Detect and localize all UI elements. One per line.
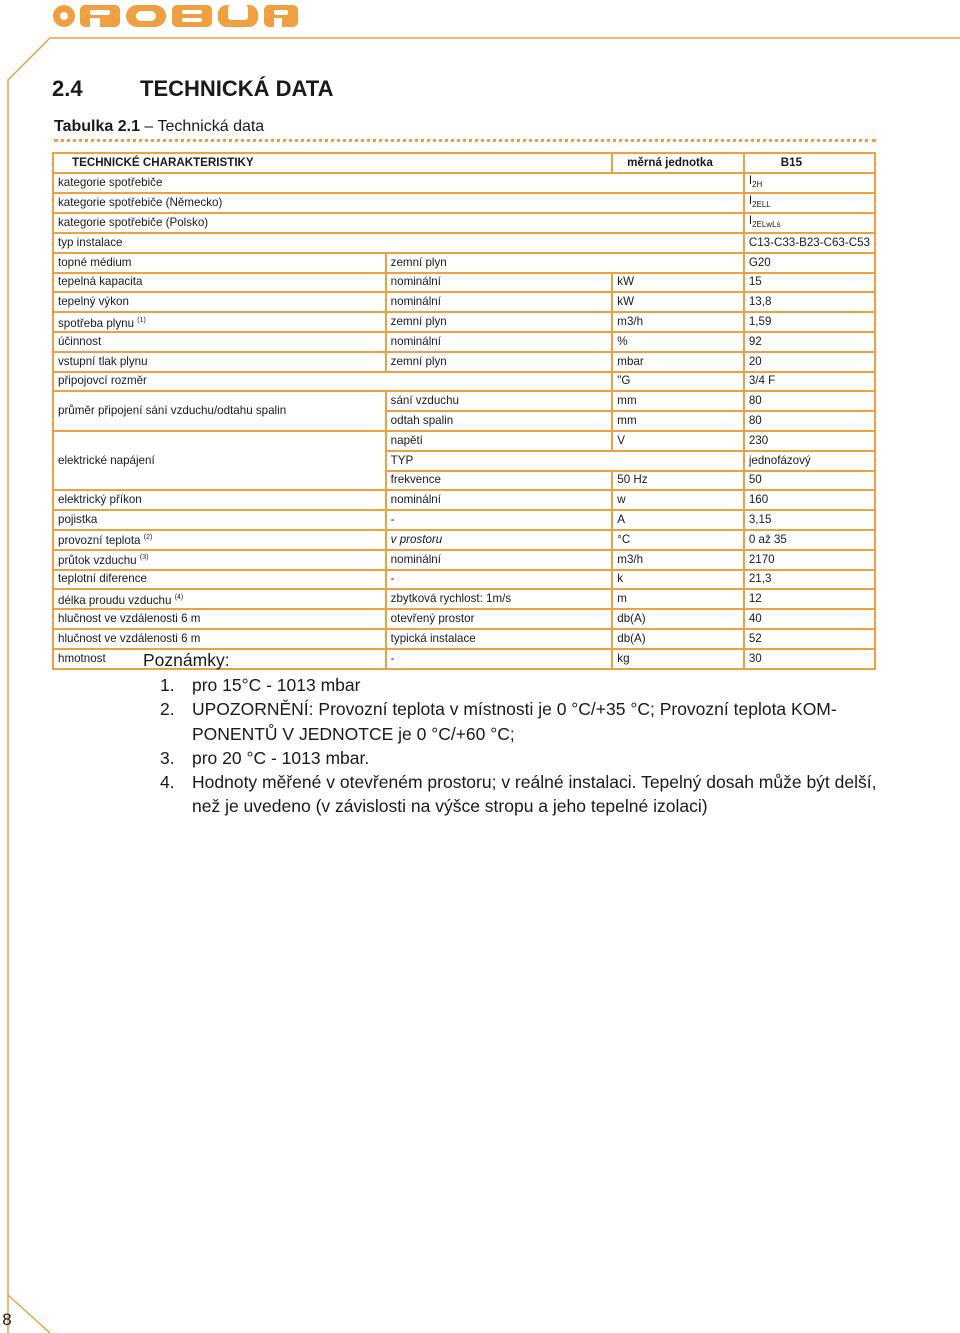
row-detail: odtah spalin bbox=[386, 411, 613, 431]
row-label: průtok vzduchu $^{(3)}$ bbox=[53, 550, 386, 570]
row-label: tepelná kapacita bbox=[53, 273, 386, 293]
table-row bbox=[53, 609, 875, 629]
row-label: vstupní tlak plynu bbox=[53, 352, 386, 372]
row-unit: mbar bbox=[612, 352, 744, 372]
row-detail: - bbox=[386, 570, 613, 590]
row-value: 3/4 F bbox=[744, 372, 875, 392]
row-label: délka proudu vzduchu $^{(4)}$ bbox=[53, 589, 386, 609]
table-row bbox=[53, 253, 875, 273]
row-unit: kW bbox=[612, 292, 744, 312]
row-unit: V bbox=[612, 431, 744, 451]
row-unit: mm bbox=[612, 411, 744, 431]
row-label: teplotní diference bbox=[53, 570, 386, 590]
row-value: 80 bbox=[744, 411, 875, 431]
table-header-row bbox=[53, 153, 875, 173]
row-label: připojovcí rozměr bbox=[53, 372, 612, 392]
row-detail: nominální bbox=[386, 490, 613, 510]
row-value: 3,15 bbox=[744, 510, 875, 530]
row-value: 52 bbox=[744, 629, 875, 649]
section-title-text: TECHNICKÁ DATA bbox=[140, 76, 334, 101]
note-item: 2. UPOZORNĚNÍ: Provozní teplota v místnosti je 0 °C/+35 °C; Provozní teplota KOM-PONENTŮ V JEDNOTCE je 0 °C/+60 °C; bbox=[160, 699, 837, 744]
row-value: 160 bbox=[744, 490, 875, 510]
table-row bbox=[53, 629, 875, 649]
row-detail: nominální bbox=[386, 273, 613, 293]
row-value: 230 bbox=[744, 431, 875, 451]
technical-data-table bbox=[52, 152, 876, 670]
section-number: 2.4 bbox=[52, 76, 83, 101]
row-label: kategorie spotřebiče (Německo) bbox=[53, 193, 744, 213]
row-detail: zbytková rychlost: 1m/s bbox=[386, 589, 613, 609]
row-value: 21,3 bbox=[744, 570, 875, 590]
table-row bbox=[53, 490, 875, 510]
row-detail: zemní plyn bbox=[386, 352, 613, 372]
row-label: hlučnost ve vzdálenosti 6 m bbox=[53, 629, 386, 649]
notes-list bbox=[143, 673, 903, 818]
row-detail: nominální bbox=[386, 550, 613, 570]
row-detail: frekvence bbox=[386, 471, 613, 491]
row-value: G20 bbox=[744, 253, 875, 273]
section-title bbox=[52, 76, 334, 102]
row-label: hlučnost ve vzdálenosti 6 m bbox=[53, 609, 386, 629]
row-label: topné médium bbox=[53, 253, 386, 273]
table-row bbox=[53, 510, 875, 530]
row-value: 20 bbox=[744, 352, 875, 372]
table-row bbox=[53, 589, 875, 609]
robur-logo bbox=[52, 2, 302, 30]
row-unit: % bbox=[612, 332, 744, 352]
row-unit: w bbox=[612, 490, 744, 510]
table-row bbox=[53, 372, 875, 392]
row-value: $I_{2ELL}$ bbox=[744, 193, 875, 213]
table-row bbox=[53, 173, 875, 193]
row-unit: k bbox=[612, 570, 744, 590]
table-row bbox=[53, 530, 875, 550]
row-unit: db(A) bbox=[612, 629, 744, 649]
row-detail: - bbox=[386, 649, 613, 669]
row-unit: m bbox=[612, 589, 744, 609]
row-value: jednofázový bbox=[744, 451, 875, 471]
table-row bbox=[53, 213, 875, 233]
header-characteristics: TECHNICKÉ CHARAKTERISTIKY bbox=[53, 153, 612, 173]
row-label: účinnost bbox=[53, 332, 386, 352]
note-item: 4. Hodnoty měřené v otevřeném prostoru; v reálné instalaci. Tepelný dosah může být delší, než je uvedeno (v závislosti na výšce stropu a jeho tepelné izolaci) bbox=[160, 772, 877, 817]
table-row bbox=[53, 550, 875, 570]
row-detail: nominální bbox=[386, 332, 613, 352]
row-value: 92 bbox=[744, 332, 875, 352]
row-unit: A bbox=[612, 510, 744, 530]
row-value: $I_{2ELwLs}$ bbox=[744, 213, 875, 233]
row-value: 50 bbox=[744, 471, 875, 491]
row-detail: zemní plyn bbox=[386, 253, 744, 273]
table-row bbox=[53, 431, 875, 451]
row-unit: °C bbox=[612, 530, 744, 550]
row-unit: db(A) bbox=[612, 609, 744, 629]
row-unit: m3/h bbox=[612, 550, 744, 570]
row-value: 1,59 bbox=[744, 312, 875, 332]
table-row bbox=[53, 273, 875, 293]
row-label: spotřeba plynu $^{(1)}$ bbox=[53, 312, 386, 332]
row-label: typ instalace bbox=[53, 233, 744, 253]
row-value: 30 bbox=[744, 649, 875, 669]
page-number: 8 bbox=[2, 1310, 12, 1329]
row-label: tepelný výkon bbox=[53, 292, 386, 312]
row-detail: - bbox=[386, 510, 613, 530]
table-row bbox=[53, 312, 875, 332]
table-caption-text: – Technická data bbox=[139, 118, 265, 135]
row-value: C13-C33-B23-C63-C53 bbox=[744, 233, 875, 253]
row-value: 2170 bbox=[744, 550, 875, 570]
table-row bbox=[53, 352, 875, 372]
header-unit: měrná jednotka bbox=[612, 153, 744, 173]
row-value: 15 bbox=[744, 273, 875, 293]
row-value: 13,8 bbox=[744, 292, 875, 312]
row-label: provozní teplota $^{(2)}$ bbox=[53, 530, 386, 550]
table-row bbox=[53, 391, 875, 411]
row-label: pojistka bbox=[53, 510, 386, 530]
row-label: elektrické napájení bbox=[53, 431, 386, 490]
row-detail: v prostoru bbox=[386, 530, 613, 550]
table-row bbox=[53, 332, 875, 352]
row-unit: 50 Hz bbox=[612, 471, 744, 491]
table-row bbox=[53, 233, 875, 253]
row-value: 40 bbox=[744, 609, 875, 629]
row-unit: mm bbox=[612, 391, 744, 411]
row-detail: typická instalace bbox=[386, 629, 613, 649]
row-label: hmotnost bbox=[53, 649, 386, 669]
notes-section bbox=[143, 648, 903, 818]
row-label: elektrický příkon bbox=[53, 490, 386, 510]
svg-text:ROBUR: ROBUR bbox=[52, 2, 56, 3]
table-row bbox=[53, 570, 875, 590]
row-detail: TYP bbox=[386, 451, 744, 471]
row-label: kategorie spotřebiče bbox=[53, 173, 744, 193]
table-row bbox=[53, 292, 875, 312]
notes-title: Poznámky: bbox=[143, 650, 230, 670]
header-model: B15 bbox=[744, 153, 875, 173]
table-row bbox=[53, 193, 875, 213]
row-detail: otevřený prostor bbox=[386, 609, 613, 629]
row-label: průměr připojení sání vzduchu/odtahu spalin bbox=[53, 391, 386, 431]
row-value: $I_{2H}$ bbox=[744, 173, 875, 193]
row-value: 0 až 35 bbox=[744, 530, 875, 550]
dotted-divider bbox=[54, 139, 876, 142]
note-item: 1. pro 15°C - 1013 mbar bbox=[160, 675, 361, 696]
row-value: 12 bbox=[744, 589, 875, 609]
note-item: 3. pro 20 °C - 1013 mbar. bbox=[160, 747, 370, 768]
row-value: 80 bbox=[744, 391, 875, 411]
row-detail: sání vzduchu bbox=[386, 391, 613, 411]
row-detail: napětí bbox=[386, 431, 613, 451]
row-unit: kg bbox=[612, 649, 744, 669]
row-detail: zemní plyn bbox=[386, 312, 613, 332]
row-label: kategorie spotřebiče (Polsko) bbox=[53, 213, 744, 233]
row-unit: m3/h bbox=[612, 312, 744, 332]
row-unit: "G bbox=[612, 372, 744, 392]
table-caption bbox=[54, 118, 264, 136]
table-caption-label: Tabulka 2.1 bbox=[54, 118, 140, 135]
row-unit: kW bbox=[612, 273, 744, 293]
row-detail: nominální bbox=[386, 292, 613, 312]
